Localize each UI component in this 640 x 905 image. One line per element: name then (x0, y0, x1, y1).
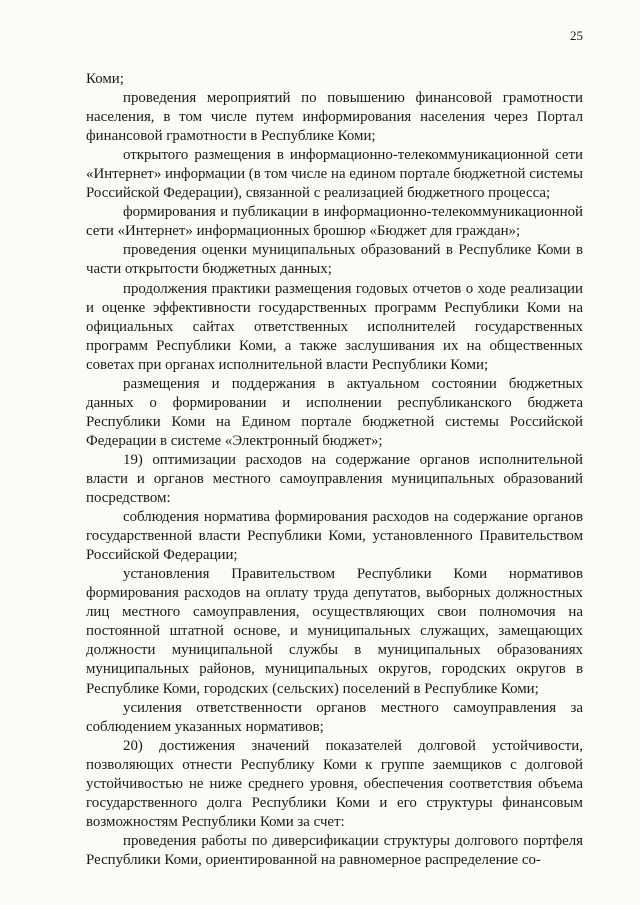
paragraph: формирования и публикации в информационно-телекоммуникационной сети «Интернет» информационных брошюр «Бюджет для граждан»; (86, 204, 583, 240)
paragraph: 19) оптимизации расходов на содержание органов исполнительной власти и органов местного самоуправления муниципальных образований посредством: (86, 451, 583, 507)
paragraph: проведения работы по диверсификации структуры долгового портфеля Республики Коми, ориентированной на равномерное распределение со- (86, 832, 583, 868)
paragraph: проведения оценки муниципальных образований в Республике Коми в части открытости бюджетных данных; (86, 242, 583, 278)
paragraph: соблюдения норматива формирования расходов на содержание органов государственной власти Республики Коми, установленного Правительством Российской Федерации; (86, 509, 583, 564)
paragraph: размещения и поддержания в актуальном состоянии бюджетных данных о формировании и исполнении республиканского бюджета Республики Коми на Едином портале бюджетной системы Российской Федерации в системе «Электронный бюджет»; (86, 375, 583, 449)
paragraph: 20) достижения значений показателей долговой устойчивости, позволяющих отнести Республику Коми к группе заемщиков с долговой устойчивостью не ниже среднего уровня, обеспечения соответствия объема государственного долга Республики Коми и его структуры финансовым возможностям Республики Коми за счет: (86, 737, 583, 830)
paragraph: усиления ответственности органов местного самоуправления за соблюдением указанных нормативов; (86, 699, 583, 735)
paragraph: проведения мероприятий по повышению финансовой грамотности населения, в том числе путем информирования населения через Портал финансовой грамотности в Республике Коми; (86, 90, 583, 145)
page-number: 25 (570, 28, 583, 43)
paragraph: Коми; (86, 71, 124, 87)
paragraph: установления Правительством Республики Коми нормативов формирования расходов на оплату труда депутатов, выборных должностных лиц местного самоуправления, осуществляющих свои полномочия на постоянной штатной основе, и муниципальных служащих, замещающих должности муниципальной службы в муниципальных образованиях муниципальных районов, муниципальных округов, городских округов в Республике Коми, городских (сельских) поселений в Республике Коми; (86, 566, 583, 697)
paragraph: открытого размещения в информационно-телекоммуникационной сети «Интернет» информации (в том числе на едином портале бюджетной системы Российской Федерации), связанной с реализацией бюджетного процесса; (86, 147, 583, 202)
paragraph: продолжения практики размещения годовых отчетов о ходе реализации и оценке эффективности государственных программ Республики Коми на официальных сайтах ответственных исполнителей государственных программ Республики Коми, а также заслушивания их на общественных советах при органах исполнительной власти Республики Коми; (86, 280, 583, 373)
document-body (86, 70, 583, 870)
